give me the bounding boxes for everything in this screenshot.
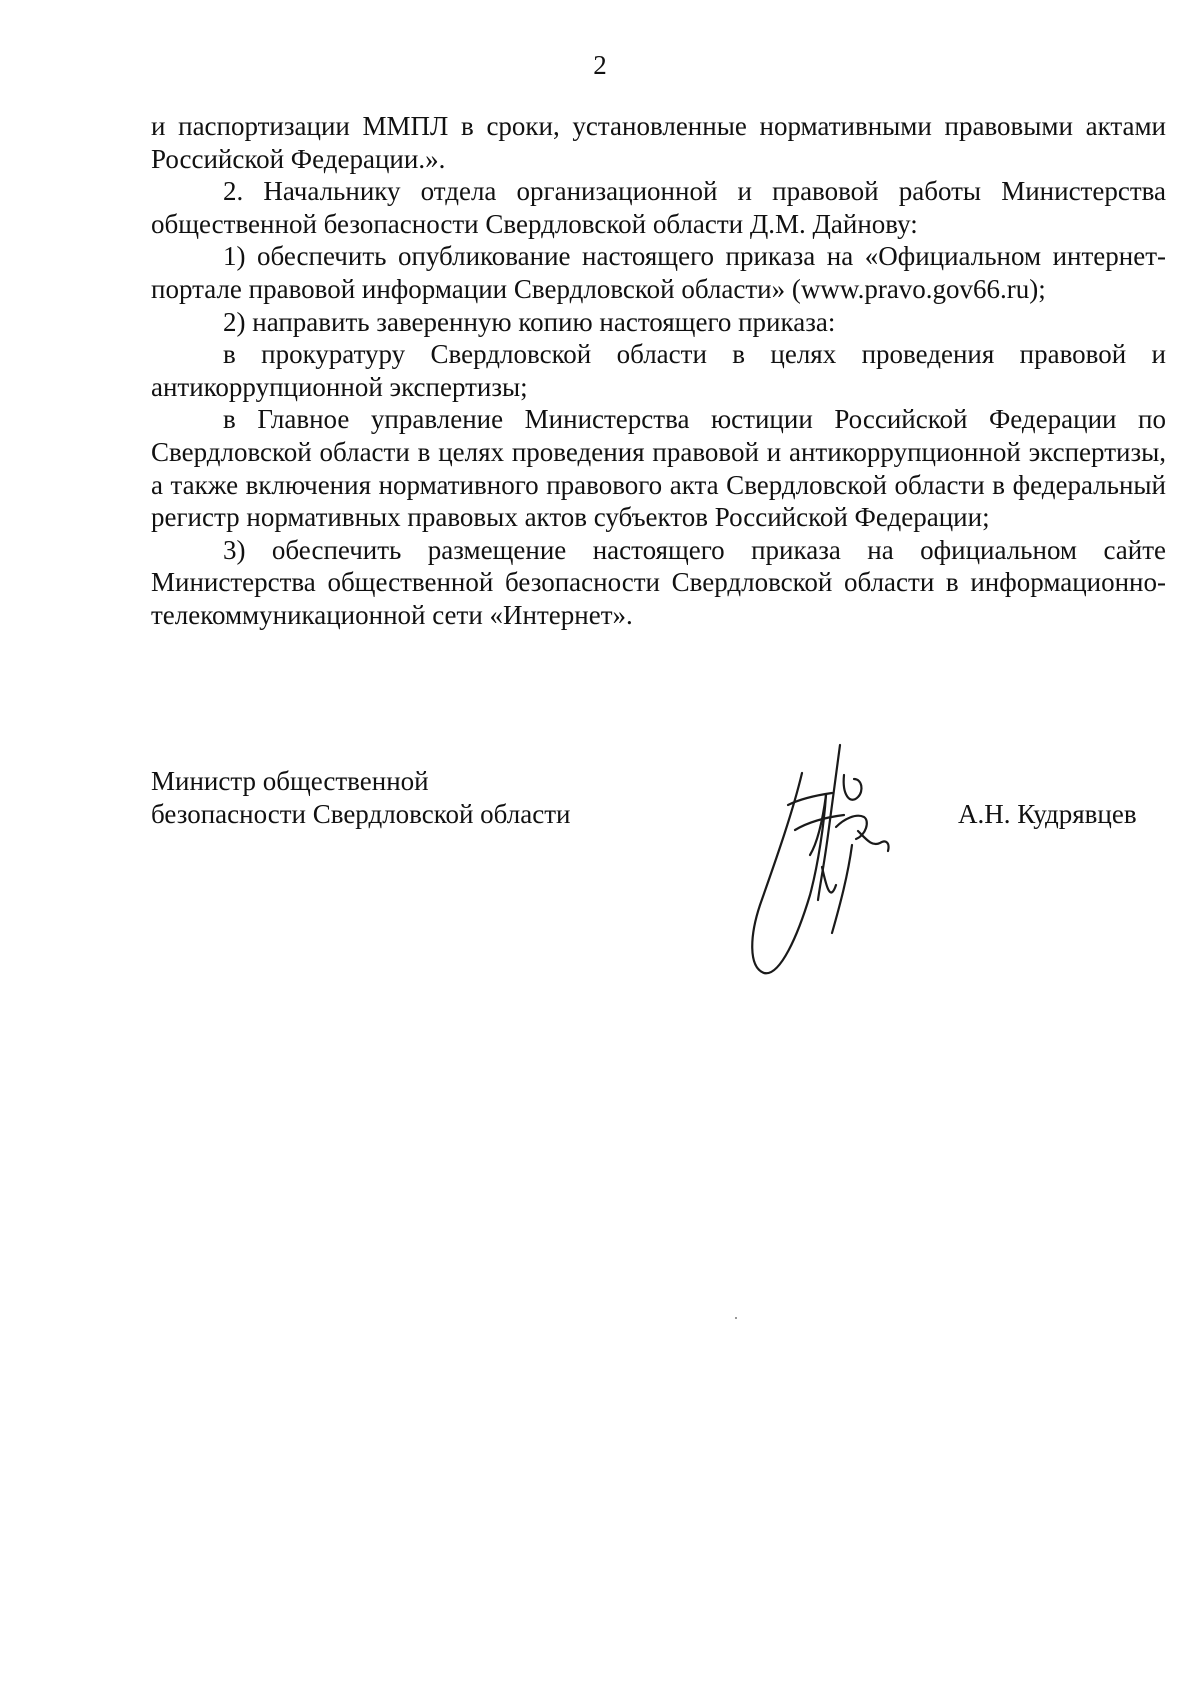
handwritten-signature: [740, 735, 900, 975]
paragraph-prosecutor: в прокуратуру Свердловской области в целях проведения правовой и антикоррупционной экспертизы;: [151, 339, 1166, 402]
paragraph-justice-ministry: в Главное управление Министерства юстиции Российской Федерации по Свердловской области в целях проведения правовой и антикоррупционной экспертизы, а также включения нормативного правового акта Свердловской области в федеральный регистр нормативных правовых актов субъектов Российской Федерации;: [151, 404, 1166, 533]
paragraph-continuation: и паспортизации ММПЛ в сроки, установленные нормативными правовыми актами Российской Федерации.».: [151, 111, 1166, 174]
signatory-title: [151, 765, 570, 830]
paragraph-subitem-3: 3) обеспечить размещение настоящего приказа на официальном сайте Министерства общественной безопасности Свердловской области в информационно-телекоммуникационной сети «Интернет».: [151, 534, 1166, 630]
scan-speck: [735, 1317, 737, 1319]
document-body: [151, 110, 1166, 632]
page-number: 2: [593, 50, 607, 80]
paragraph-subitem-1: 1) обеспечить опубликование настоящего приказа на «Официальном интернет-портале правовой информации Свердловской области» (www.pravo.gov66.ru);: [151, 241, 1166, 304]
signatory-title-line-1: Министр общественной: [151, 766, 429, 796]
paragraph-item-2: 2. Начальнику отдела организационной и правовой работы Министерства общественной безопасности Свердловской области Д.М. Дайнову:: [151, 176, 1166, 239]
paragraph-subitem-2: 2) направить заверенную копию настоящего приказа:: [223, 306, 836, 337]
signatory-title-line-2: безопасности Свердловской области: [151, 798, 571, 829]
signatory-name: А.Н. Кудрявцев: [958, 799, 1137, 829]
